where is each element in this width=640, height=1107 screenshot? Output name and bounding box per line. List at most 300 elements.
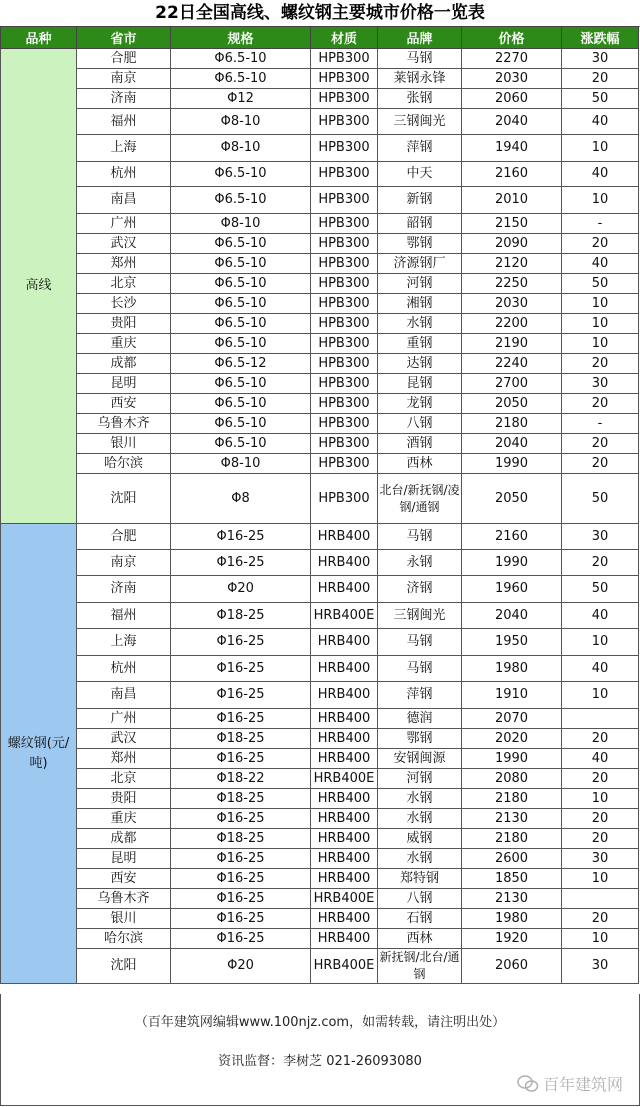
price-cell: 2060	[462, 89, 562, 109]
price-cell: 2040	[462, 603, 562, 629]
table-row	[1, 294, 639, 314]
material-cell: HPB300	[311, 454, 378, 474]
table-row	[1, 274, 639, 294]
brand-cell: 济源钢厂	[378, 254, 462, 274]
table-row	[1, 789, 639, 809]
table-row	[1, 929, 639, 949]
change-cell: 30	[562, 374, 639, 394]
brand-cell: 昆钢	[378, 374, 462, 394]
spec-cell: Φ16-25	[171, 869, 311, 889]
brand-cell: 济钢	[378, 576, 462, 603]
change-cell: 30	[562, 949, 639, 984]
header-change: 涨跌幅	[562, 27, 639, 49]
material-cell: HRB400E	[311, 603, 378, 629]
city-cell: 银川	[77, 434, 171, 454]
brand-cell: 郑特钢	[378, 869, 462, 889]
price-cell: 2180	[462, 829, 562, 849]
price-cell: 2190	[462, 334, 562, 354]
spec-cell: Φ16-25	[171, 889, 311, 909]
price-cell: 2130	[462, 809, 562, 829]
material-cell: HPB300	[311, 49, 378, 69]
spec-cell: Φ6.5-12	[171, 354, 311, 374]
change-cell: 50	[562, 474, 639, 524]
table-row	[1, 162, 639, 187]
footer	[0, 994, 640, 1106]
city-cell: 银川	[77, 909, 171, 929]
material-cell: HRB400	[311, 749, 378, 769]
material-cell: HRB400	[311, 709, 378, 729]
table-row	[1, 829, 639, 849]
city-cell: 上海	[77, 135, 171, 162]
spec-cell: Φ6.5-10	[171, 294, 311, 314]
material-cell: HRB400	[311, 524, 378, 550]
table-row	[1, 550, 639, 576]
brand-cell: 鄂钢	[378, 729, 462, 749]
table-row	[1, 354, 639, 374]
change-cell: 10	[562, 682, 639, 709]
brand-cell: 石钢	[378, 909, 462, 929]
table-row	[1, 414, 639, 434]
price-cell: 2200	[462, 314, 562, 334]
city-cell: 北京	[77, 769, 171, 789]
material-cell: HPB300	[311, 162, 378, 187]
price-cell: 2030	[462, 69, 562, 89]
spec-cell: Φ6.5-10	[171, 394, 311, 414]
material-cell: HPB300	[311, 474, 378, 524]
category-cell-luowengang: 螺纹钢(元/吨)	[1, 524, 77, 984]
price-cell: 1990	[462, 749, 562, 769]
change-cell: -	[562, 214, 639, 234]
change-cell: 20	[562, 909, 639, 929]
city-cell: 济南	[77, 89, 171, 109]
change-cell: 20	[562, 454, 639, 474]
table-row	[1, 109, 639, 135]
spec-cell: Φ16-25	[171, 550, 311, 576]
change-cell: 10	[562, 294, 639, 314]
spec-cell: Φ8-10	[171, 214, 311, 234]
spec-cell: Φ6.5-10	[171, 69, 311, 89]
table-row	[1, 889, 639, 909]
city-cell: 南昌	[77, 187, 171, 214]
table-row	[1, 524, 639, 550]
price-cell: 2080	[462, 769, 562, 789]
price-cell: 2150	[462, 214, 562, 234]
change-cell: 20	[562, 769, 639, 789]
change-cell: 20	[562, 234, 639, 254]
city-cell: 广州	[77, 214, 171, 234]
price-cell: 2090	[462, 234, 562, 254]
price-cell: 1960	[462, 576, 562, 603]
city-cell: 成都	[77, 829, 171, 849]
header-material: 材质	[311, 27, 378, 49]
material-cell: HPB300	[311, 334, 378, 354]
change-cell: 20	[562, 354, 639, 374]
page-title: 22日全国高线、螺纹钢主要城市价格一览表	[0, 0, 640, 27]
city-cell: 南京	[77, 69, 171, 89]
city-cell: 武汉	[77, 729, 171, 749]
category-cell-gaoxian: 高线	[1, 49, 77, 524]
city-cell: 福州	[77, 109, 171, 135]
spec-cell: Φ6.5-10	[171, 274, 311, 294]
brand-cell: 永钢	[378, 550, 462, 576]
table-row	[1, 809, 639, 829]
price-cell: 2700	[462, 374, 562, 394]
material-cell: HRB400	[311, 849, 378, 869]
brand-cell: 西林	[378, 929, 462, 949]
brand-cell: 八钢	[378, 414, 462, 434]
city-cell: 上海	[77, 629, 171, 656]
material-cell: HRB400	[311, 682, 378, 709]
change-cell	[562, 889, 639, 909]
table-row	[1, 69, 639, 89]
city-cell: 福州	[77, 603, 171, 629]
spec-cell: Φ18-22	[171, 769, 311, 789]
brand-cell: 马钢	[378, 49, 462, 69]
city-cell: 南京	[77, 550, 171, 576]
material-cell: HRB400	[311, 909, 378, 929]
price-cell: 1950	[462, 629, 562, 656]
material-cell: HPB300	[311, 234, 378, 254]
material-cell: HPB300	[311, 294, 378, 314]
price-cell: 2270	[462, 49, 562, 69]
price-cell: 2040	[462, 434, 562, 454]
spec-cell: Φ12	[171, 89, 311, 109]
table-row	[1, 769, 639, 789]
spec-cell: Φ8-10	[171, 109, 311, 135]
brand-cell: 北台/新抚钢/凌钢/通钢	[378, 474, 462, 524]
table-row	[1, 603, 639, 629]
price-cell: 2180	[462, 414, 562, 434]
table-row	[1, 394, 639, 414]
brand-cell: 萍钢	[378, 682, 462, 709]
spec-cell: Φ16-25	[171, 749, 311, 769]
spec-cell: Φ16-25	[171, 709, 311, 729]
material-cell: HPB300	[311, 374, 378, 394]
brand-cell: 龙钢	[378, 394, 462, 414]
change-cell: 50	[562, 89, 639, 109]
change-cell: -	[562, 414, 639, 434]
material-cell: HRB400	[311, 656, 378, 682]
price-cell: 1910	[462, 682, 562, 709]
header-price: 价格	[462, 27, 562, 49]
spec-cell: Φ6.5-10	[171, 314, 311, 334]
change-cell: 50	[562, 576, 639, 603]
price-cell: 1980	[462, 656, 562, 682]
table-row	[1, 629, 639, 656]
table-row	[1, 849, 639, 869]
price-cell: 1990	[462, 550, 562, 576]
material-cell: HRB400	[311, 789, 378, 809]
material-cell: HRB400	[311, 550, 378, 576]
spec-cell: Φ16-25	[171, 809, 311, 829]
change-cell: 30	[562, 49, 639, 69]
change-cell: 40	[562, 109, 639, 135]
brand-cell: 河钢	[378, 769, 462, 789]
city-cell: 合肥	[77, 524, 171, 550]
spec-cell: Φ6.5-10	[171, 162, 311, 187]
spec-cell: Φ16-25	[171, 929, 311, 949]
change-cell: 20	[562, 394, 639, 414]
copyright-note: （百年建筑网编辑www.100njz.com，如需转载，请注明出处）	[134, 1015, 506, 1030]
material-cell: HPB300	[311, 109, 378, 135]
city-cell: 贵阳	[77, 314, 171, 334]
material-cell: HRB400	[311, 729, 378, 749]
table-row	[1, 187, 639, 214]
change-cell: 20	[562, 809, 639, 829]
city-cell: 郑州	[77, 749, 171, 769]
spec-cell: Φ8-10	[171, 135, 311, 162]
table-row	[1, 334, 639, 354]
header-category: 品种	[1, 27, 77, 49]
price-cell: 2030	[462, 294, 562, 314]
price-cell: 2060	[462, 949, 562, 984]
table-row	[1, 49, 639, 69]
price-cell: 2160	[462, 162, 562, 187]
change-cell: 20	[562, 434, 639, 454]
city-cell: 沈阳	[77, 474, 171, 524]
change-cell: 40	[562, 603, 639, 629]
table-row	[1, 454, 639, 474]
brand-cell: 酒钢	[378, 434, 462, 454]
material-cell: HRB400	[311, 809, 378, 829]
city-cell: 昆明	[77, 374, 171, 394]
city-cell: 昆明	[77, 849, 171, 869]
spec-cell: Φ6.5-10	[171, 49, 311, 69]
spec-cell: Φ16-25	[171, 524, 311, 550]
price-cell: 2020	[462, 729, 562, 749]
brand-cell: 韶钢	[378, 214, 462, 234]
price-table	[0, 26, 639, 984]
city-cell: 成都	[77, 354, 171, 374]
brand-cell: 张钢	[378, 89, 462, 109]
brand-cell: 重钢	[378, 334, 462, 354]
city-cell: 南昌	[77, 682, 171, 709]
watermark-text: 百年建筑网	[542, 1075, 623, 1094]
brand-cell: 西林	[378, 454, 462, 474]
spec-cell: Φ6.5-10	[171, 254, 311, 274]
spec-cell: Φ18-25	[171, 603, 311, 629]
city-cell: 西安	[77, 394, 171, 414]
table-row	[1, 234, 639, 254]
table-row	[1, 374, 639, 394]
material-cell: HRB400	[311, 629, 378, 656]
brand-cell: 马钢	[378, 629, 462, 656]
material-cell: HPB300	[311, 274, 378, 294]
spec-cell: Φ20	[171, 576, 311, 603]
brand-cell: 八钢	[378, 889, 462, 909]
brand-cell: 安钢闽源	[378, 749, 462, 769]
brand-cell: 鄂钢	[378, 234, 462, 254]
spec-cell: Φ16-25	[171, 849, 311, 869]
brand-cell: 三钢闽光	[378, 109, 462, 135]
price-cell: 2600	[462, 849, 562, 869]
table-row	[1, 474, 639, 524]
price-cell: 1940	[462, 135, 562, 162]
watermark	[517, 1072, 623, 1095]
city-cell: 杭州	[77, 162, 171, 187]
table-row	[1, 869, 639, 889]
table-row	[1, 135, 639, 162]
brand-cell: 马钢	[378, 524, 462, 550]
material-cell: HPB300	[311, 414, 378, 434]
brand-cell: 水钢	[378, 809, 462, 829]
table-row	[1, 254, 639, 274]
city-cell: 重庆	[77, 334, 171, 354]
brand-cell: 水钢	[378, 789, 462, 809]
change-cell: 20	[562, 69, 639, 89]
price-cell: 2050	[462, 474, 562, 524]
spec-cell: Φ6.5-10	[171, 234, 311, 254]
material-cell: HRB400	[311, 576, 378, 603]
change-cell: 10	[562, 187, 639, 214]
price-cell: 1990	[462, 454, 562, 474]
change-cell: 30	[562, 849, 639, 869]
material-cell: HPB300	[311, 434, 378, 454]
change-cell	[562, 709, 639, 729]
material-cell: HPB300	[311, 135, 378, 162]
table-row	[1, 434, 639, 454]
table-row	[1, 314, 639, 334]
material-cell: HPB300	[311, 69, 378, 89]
city-cell: 沈阳	[77, 949, 171, 984]
brand-cell: 德润	[378, 709, 462, 729]
material-cell: HPB300	[311, 187, 378, 214]
city-cell: 西安	[77, 869, 171, 889]
material-cell: HPB300	[311, 89, 378, 109]
price-cell: 2050	[462, 394, 562, 414]
price-cell: 2070	[462, 709, 562, 729]
price-cell: 2040	[462, 109, 562, 135]
brand-cell: 马钢	[378, 656, 462, 682]
city-cell: 乌鲁木齐	[77, 414, 171, 434]
spec-cell: Φ6.5-10	[171, 374, 311, 394]
brand-cell: 萍钢	[378, 135, 462, 162]
table-row	[1, 89, 639, 109]
contact-line: 资讯监督：李树芝 021-26093080	[218, 1054, 422, 1069]
brand-cell: 水钢	[378, 314, 462, 334]
material-cell: HRB400E	[311, 889, 378, 909]
change-cell: 10	[562, 314, 639, 334]
material-cell: HPB300	[311, 354, 378, 374]
table-row	[1, 576, 639, 603]
table-row	[1, 909, 639, 929]
city-cell: 贵阳	[77, 789, 171, 809]
brand-cell: 莱钢永锋	[378, 69, 462, 89]
change-cell: 40	[562, 749, 639, 769]
price-cell: 2130	[462, 889, 562, 909]
spec-cell: Φ16-25	[171, 656, 311, 682]
spec-cell: Φ16-25	[171, 682, 311, 709]
brand-cell: 中天	[378, 162, 462, 187]
city-cell: 济南	[77, 576, 171, 603]
brand-cell: 威钢	[378, 829, 462, 849]
spec-cell: Φ18-25	[171, 789, 311, 809]
material-cell: HRB400E	[311, 949, 378, 984]
brand-cell: 湘钢	[378, 294, 462, 314]
material-cell: HRB400	[311, 829, 378, 849]
table-row	[1, 709, 639, 729]
price-cell: 2160	[462, 524, 562, 550]
brand-cell: 河钢	[378, 274, 462, 294]
change-cell: 10	[562, 929, 639, 949]
material-cell: HPB300	[311, 214, 378, 234]
brand-cell: 水钢	[378, 849, 462, 869]
change-cell: 40	[562, 162, 639, 187]
material-cell: HRB400E	[311, 769, 378, 789]
price-cell: 2010	[462, 187, 562, 214]
material-cell: HRB400	[311, 929, 378, 949]
city-cell: 合肥	[77, 49, 171, 69]
change-cell: 10	[562, 629, 639, 656]
brand-cell: 三钢闽光	[378, 603, 462, 629]
spec-cell: Φ20	[171, 949, 311, 984]
table-row	[1, 949, 639, 984]
city-cell: 长沙	[77, 294, 171, 314]
price-cell: 1980	[462, 909, 562, 929]
change-cell: 20	[562, 729, 639, 749]
spec-cell: Φ8	[171, 474, 311, 524]
city-cell: 哈尔滨	[77, 929, 171, 949]
spec-cell: Φ6.5-10	[171, 414, 311, 434]
city-cell: 杭州	[77, 656, 171, 682]
change-cell: 30	[562, 524, 639, 550]
spec-cell: Φ8-10	[171, 454, 311, 474]
price-cell: 1850	[462, 869, 562, 889]
city-cell: 乌鲁木齐	[77, 889, 171, 909]
table-header-row	[1, 27, 639, 49]
city-cell: 武汉	[77, 234, 171, 254]
header-city: 省市	[77, 27, 171, 49]
city-cell: 哈尔滨	[77, 454, 171, 474]
change-cell: 10	[562, 789, 639, 809]
change-cell: 10	[562, 135, 639, 162]
table-row	[1, 729, 639, 749]
material-cell: HPB300	[311, 254, 378, 274]
material-cell: HRB400	[311, 869, 378, 889]
change-cell: 50	[562, 274, 639, 294]
price-cell: 2120	[462, 254, 562, 274]
brand-cell: 新钢	[378, 187, 462, 214]
change-cell: 10	[562, 334, 639, 354]
spec-cell: Φ18-25	[171, 729, 311, 749]
spec-cell: Φ6.5-10	[171, 187, 311, 214]
price-cell: 2240	[462, 354, 562, 374]
city-cell: 北京	[77, 274, 171, 294]
table-row	[1, 214, 639, 234]
spec-cell: Φ18-25	[171, 829, 311, 849]
brand-cell: 达钢	[378, 354, 462, 374]
material-cell: HPB300	[311, 314, 378, 334]
spec-cell: Φ6.5-10	[171, 334, 311, 354]
city-cell: 重庆	[77, 809, 171, 829]
price-cell: 1920	[462, 929, 562, 949]
wechat-icon	[517, 1075, 539, 1093]
table-row	[1, 682, 639, 709]
change-cell: 40	[562, 656, 639, 682]
material-cell: HPB300	[311, 394, 378, 414]
change-cell: 10	[562, 869, 639, 889]
spec-cell: Φ6.5-10	[171, 434, 311, 454]
city-cell: 郑州	[77, 254, 171, 274]
price-cell: 2180	[462, 789, 562, 809]
table-row	[1, 656, 639, 682]
city-cell: 广州	[77, 709, 171, 729]
spec-cell: Φ16-25	[171, 629, 311, 656]
change-cell: 20	[562, 829, 639, 849]
price-cell: 2250	[462, 274, 562, 294]
table-row	[1, 749, 639, 769]
change-cell: 20	[562, 550, 639, 576]
